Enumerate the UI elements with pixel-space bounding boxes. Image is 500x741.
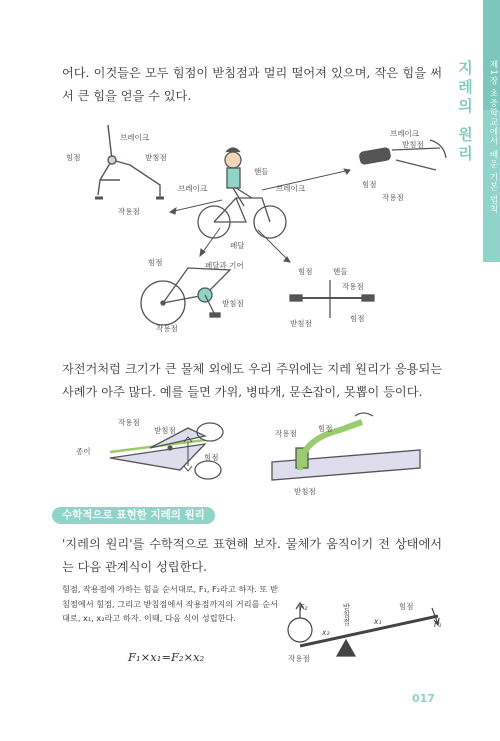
opener-action: 작용점: [275, 429, 297, 438]
opener-fulcrum: 받침점: [294, 487, 316, 496]
left-brake-title: 브레이크: [120, 133, 149, 142]
center-brake-right: 브레이크: [276, 184, 305, 193]
pedal-fulcrum: 받침점: [222, 299, 244, 308]
lever-fulcrum: 받침점: [342, 603, 351, 626]
handle-action: 작용점: [342, 282, 364, 291]
lever-action: 작용점: [288, 654, 310, 663]
handle-effort: 힘점: [298, 267, 313, 276]
left-brake-action: 작용점: [118, 207, 140, 216]
side-chapter-label: 제1장 초중학교에서 배운 기본 법칙: [488, 60, 498, 215]
center-handle: 핸들: [254, 167, 269, 176]
handle-title: 핸들: [333, 267, 348, 276]
paragraph-2: 자전거처럼 크기가 큰 물체 외에도 우리 주위에는 지레 원리가 응용되는 사례가 아주 많다. 예를 들면 가위, 병따개, 문손잡이, 못뽑이 등이다.: [62, 362, 442, 399]
pedal-gear-title: 페달과 기어: [205, 261, 244, 270]
opener-effort: 힘점: [318, 424, 333, 433]
lever-x1: x₁: [374, 617, 382, 626]
side-title: 지레의 원리: [456, 60, 474, 165]
pedal-effort: 힘점: [148, 258, 163, 267]
page-number: 017: [412, 692, 435, 705]
right-brake-effort: 힘점: [362, 180, 377, 189]
lever-f1: F₁: [434, 620, 442, 629]
section-title: 수학적으로 표현한 지레의 원리: [52, 507, 215, 524]
center-pedal: 페달: [230, 241, 245, 250]
right-brake-title: 브레이크: [390, 129, 419, 138]
lever-x2: x₂: [322, 628, 330, 637]
right-brake-fulcrum: 받침점: [402, 140, 424, 149]
paragraph-1: 어다. 이것들은 모두 힘점이 받침점과 멀리 떨어져 있으며, 작은 힘을 써서 큰 힘을 얻을 수 있다.: [62, 66, 442, 103]
paragraph-3: '지레의 원리'를 수학적으로 표현해 보자. 물체가 움직이기 전 상태에서는 다음 관계식이 성립한다.: [62, 537, 442, 574]
lever-f2: F₂: [300, 603, 308, 612]
scissors-fulcrum: 받침점: [154, 426, 176, 435]
center-brake-left: 브레이크: [178, 184, 207, 193]
lever-formula: F₁×x₁=F₂×x₂: [128, 650, 205, 664]
pedal-action: 작용점: [156, 324, 178, 333]
left-brake-effort: 힘점: [66, 153, 81, 162]
scissors-action: 작용점: [118, 418, 140, 427]
explanation-text: 힘점, 작용점에 가하는 힘을 순서대로, F₁, F₂라고 하자. 또 받침점에서 힘점, 그리고 받침점에서 작용점까지의 거리를 순서대로, x₁, x₂라고 하자. 이때, 다음 식이 성립한다.: [62, 584, 278, 623]
right-brake-action: 작용점: [382, 193, 404, 202]
handle-effort-2: 힘점: [350, 314, 365, 323]
scissors-paper: 종이: [76, 447, 91, 456]
lever-effort: 힘점: [399, 602, 414, 611]
scissors-effort: 힘점: [204, 453, 219, 462]
handle-fulcrum: 받침점: [290, 319, 312, 328]
left-brake-fulcrum: 받침점: [145, 153, 167, 162]
